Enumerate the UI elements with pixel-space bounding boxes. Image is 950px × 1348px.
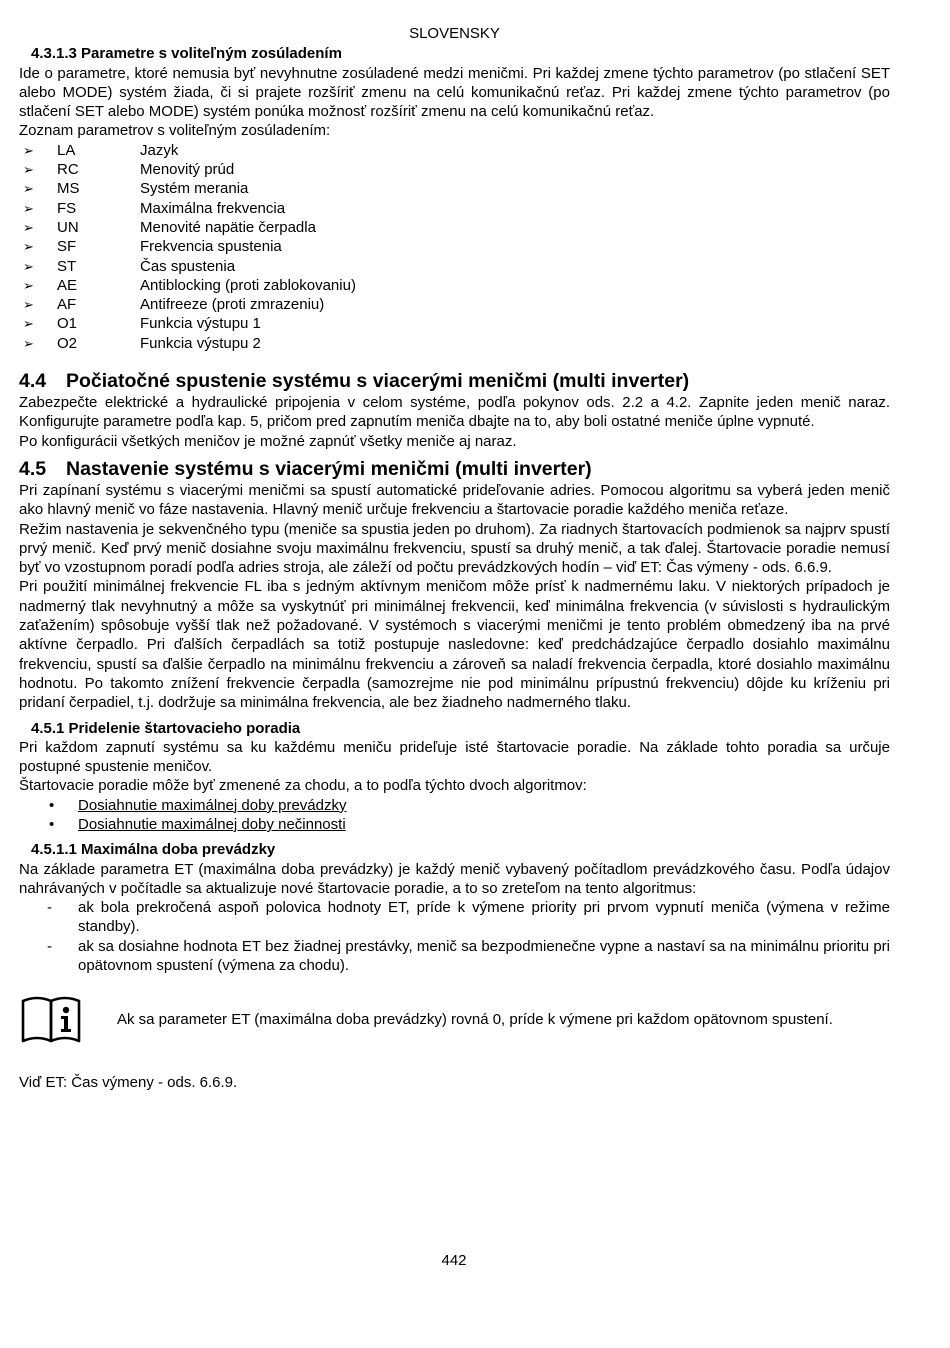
arrow-bullet-icon: ➢ [23,219,34,235]
arrow-bullet-icon: ➢ [23,277,34,293]
arrow-bullet-icon: ➢ [23,258,34,274]
bullet-dot-icon: • [49,796,55,814]
info-book-icon [21,995,81,1043]
list-item [19,218,890,237]
section-4-3-1-3-intro: Ide o parametre, ktoré nemusia byť nevyhnutne zosúladené medzi meničmi. Pri každej zmene týchto parametrov (po stlačení SET alebo MODE) systém žiada, či si prajete rozšíriť zmenu na celú komunikačnú reťaz. Pri každej zmene týchto parametrov (po stlačení SET alebo MODE) systém ponúka možnosť rozšíriť zmenu na celú komunikačnú reťaz. [19,64,890,121]
param-code: AF [57,296,77,314]
section-4-5-1-1-paragraph-1: Na základe parametra ET (maximálna doba prevádzky) je každý menič vybavený počítadlom prevádzkového času. Podľa údajov nahrávaných v počítadle sa aktualizuje nové štartovacie poradie, a to so zreteľom na tento algoritmus: [19,860,890,897]
list-item [19,334,890,353]
algorithm-item: Dosiahnutie maximálnej doby prevádzky [78,796,347,814]
list-item [19,937,890,976]
section-title: Počiatočné spustenie systému s viacerými meničmi (multi inverter) [66,370,690,393]
dash-bullet: - [47,899,52,917]
rule-list [19,898,890,975]
param-desc: Systém merania [140,180,249,198]
param-code: SF [57,238,77,256]
arrow-bullet-icon: ➢ [23,239,34,255]
param-desc: Funkcia výstupu 2 [140,334,261,352]
param-desc: Funkcia výstupu 1 [140,315,261,333]
list-item [19,179,890,198]
list-item [19,815,890,834]
section-4-5-1-title: 4.5.1 Pridelenie štartovacieho poradia [31,719,301,737]
arrow-bullet-icon: ➢ [23,200,34,216]
info-note [19,995,890,1043]
section-number: 4.4 [19,370,47,393]
algorithm-item: Dosiahnutie maximálnej doby nečinnosti [78,815,346,833]
section-4-5-1-1-title: 4.5.1.1 Maximálna doba prevádzky [31,841,276,859]
arrow-bullet-icon: ➢ [23,181,34,197]
section-4-5-paragraph-2: Režim nastavenia je sekvenčného typu (meniče sa spustia jeden po druhom). Za riadnych štartovacích podmienok sa najprv spustí prvý menič. Keď prvý menič dosiahne svoju maximálnu frekvenciu, spustí sa druhý menič, a tak ďalej. Štartovacie poradie nemusí byť vo vzostupnom poradí podľa adries stroja, ale záleží od počtu prevádzkových hodín – viď ET: Čas výmeny - ods. 6.6.9. [19,520,890,577]
rule-item: ak sa dosiahne hodnota ET bez žiadnej prestávky, menič sa bezpodmienečne vypne a nastaví sa na minimálnu prioritu pri opätovnom spustení (výmena za chodu). [78,937,890,975]
param-desc: Menovitý prúd [140,161,235,179]
note-text: Ak sa parameter ET (maximálna doba prevádzky) rovná 0, príde k výmene pri každom opätovnom spustení. [117,1010,833,1028]
param-code: O2 [57,334,78,352]
bullet-dot-icon: • [49,815,55,833]
list-item [19,796,890,815]
list-item [19,314,890,333]
param-desc: Antiblocking (proti zablokovaniu) [140,276,356,294]
param-code: ST [57,257,77,275]
arrow-bullet-icon: ➢ [23,162,34,178]
section-4-5-heading [19,458,890,480]
param-list-intro: Zoznam parametrov s voliteľným zosúladením: [19,122,331,140]
param-code: AE [57,276,78,294]
param-desc: Menovité napätie čerpadla [140,218,316,236]
param-code: RC [57,161,79,179]
section-4-5-paragraph-3: Pri použití minimálnej frekvencie FL iba s jedným aktívnym meničom môže prísť k nadmernému laku. V niektorých prípadoch je nadmerný tlak nevyhnutný a môže sa vyskytnúť pri minimálnej frekvencii, keď minimálna frekvencia (v súvislosti s hydraulickým zaťažením) spôsobuje vyšší tlak než požadované. V systémoch s viacerými meničmi je tento problém obmedzený iba na prvé aktívne čerpadlo. Pri ďalších čerpadlách sa totiž postupuje nasledovne: keď predchádzajúce čerpadlo dosiahlo maximálnu frekvenciu, spustí sa ďalšie čerpadlo na minimálnu frekvenciu a zároveň sa naladí frekvencia čerpadla, ktoré dosiahlo maximálnu hodnotu. Po takomto znížení frekvencie čerpadla (samozrejme nie pod minimálnu prípustnú frekvenciu) dôjde ku kríženiu pri pridaní čerpadiel, t.j. dodržuje sa minimálna frekvencia, ale bez žiadneho nadmerného tlaku. [19,578,890,712]
arrow-bullet-icon: ➢ [23,335,34,351]
see-reference: Viď ET: Čas výmeny - ods. 6.6.9. [19,1074,238,1092]
page-content [19,24,890,1093]
param-code: UN [57,218,79,236]
section-4-4-paragraph-2: Po konfigurácii všetkých meničov je možné zapnúť všetky meniče aj naraz. [19,432,517,450]
list-item [19,295,890,314]
arrow-bullet-icon: ➢ [23,316,34,332]
algorithm-list [19,796,890,835]
list-item [19,160,890,179]
list-item [19,237,890,256]
param-code: MS [57,180,80,198]
param-desc: Čas spustenia [140,257,236,275]
param-list [19,141,890,353]
dash-bullet: - [47,937,52,955]
section-4-5-1-paragraph-1: Pri každom zapnutí systému sa ku každému meniču prideľuje isté štartovacie poradie. Na základe tohto poradia sa určuje postupné spustenie meničov. [19,738,890,776]
param-desc: Antifreeze (proti zmrazeniu) [140,296,325,314]
rule-item: ak bola prekročená aspoň polovica hodnoty ET, príde k výmene priority pri prvom vypnutí meniča (výmena v režime standby). [78,899,890,936]
page-header: SLOVENSKY [409,25,500,42]
param-desc: Frekvencia spustenia [140,238,282,256]
param-code: FS [57,199,77,217]
list-item [19,898,890,937]
list-item [19,276,890,295]
section-4-5-paragraph-1: Pri zapínaní systému s viacerými meničmi sa spustí automatické prideľovanie adries. Pomocou algoritmu sa vyberá jeden menič ako hlavný menič vo fáze nastavenia. Hlavný menič určuje frekvenciu a štartovacie poradie každého meniča reťaze. [19,481,890,519]
arrow-bullet-icon: ➢ [23,142,34,158]
section-4-3-1-3-title: 4.3.1.3 Parametre s voliteľným zosúladením [31,45,342,63]
section-title: Nastavenie systému s viacerými meničmi (multi inverter) [66,457,592,480]
param-code: LA [57,141,76,159]
arrow-bullet-icon: ➢ [23,297,34,313]
section-4-4-heading [19,370,890,392]
section-4-5-1-paragraph-2: Štartovacie poradie môže byť zmenené za chodu, a to podľa týchto dvoch algoritmov: [19,777,587,795]
list-item [19,257,890,276]
section-4-4-paragraph-1: Zabezpečte elektrické a hydraulické pripojenia v celom systéme, podľa pokynov ods. 2.2 a 4.2. Zapnite jeden menič naraz. Konfigurujte parametre podľa kap. 5, pričom pred zapnutím meniča dbajte na to, aby boli ostatné meniče úplne vypnuté. [19,394,890,431]
param-desc: Jazyk [140,141,179,159]
list-item [19,199,890,218]
page-number: 442 [441,1252,467,1269]
param-desc: Maximálna frekvencia [140,199,286,217]
param-code: O1 [57,315,78,333]
list-item [19,141,890,160]
section-number: 4.5 [19,457,47,480]
